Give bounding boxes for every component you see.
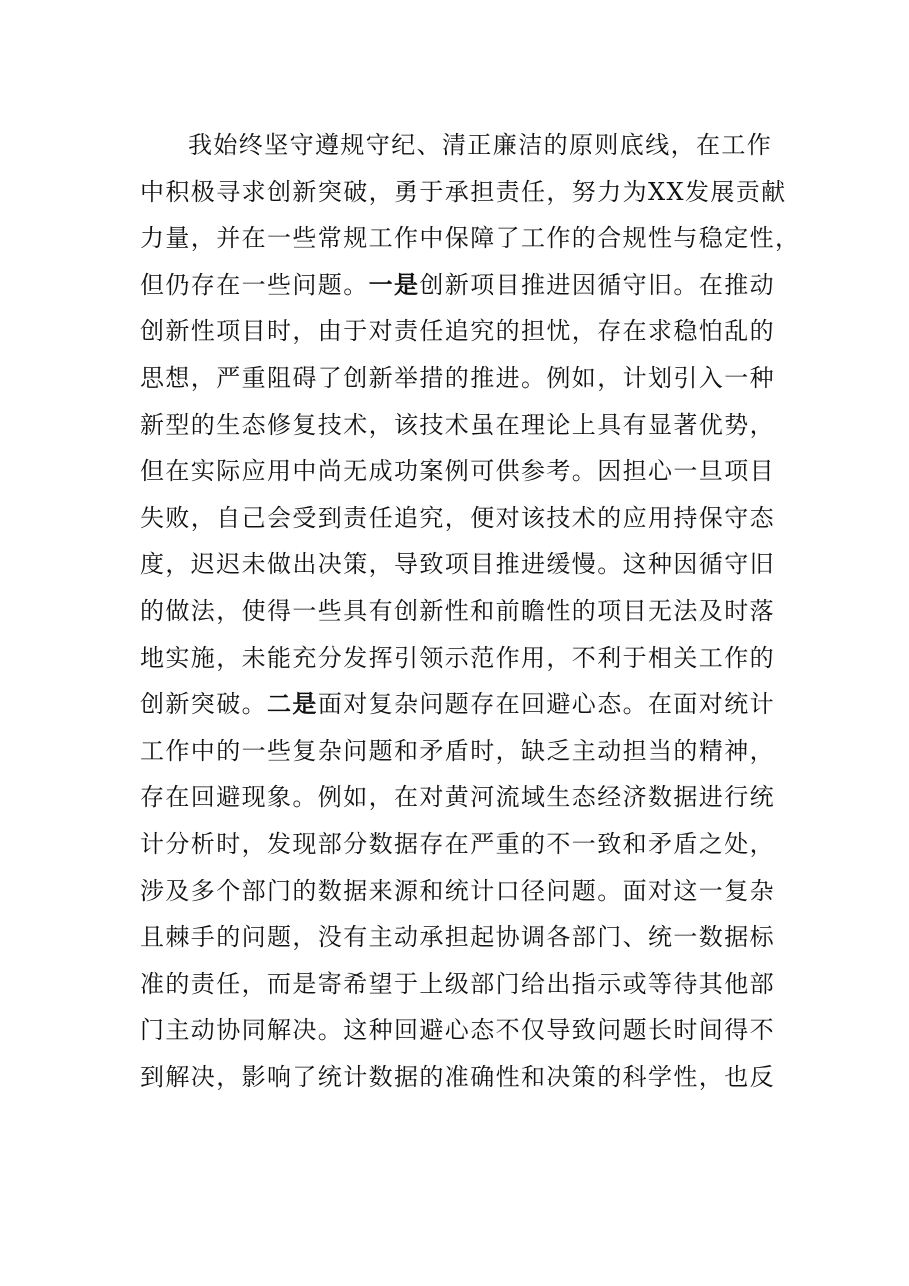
text-run: 工作中的一些复杂问题和矛盾时，缺乏主动担当的精神，	[140, 736, 775, 765]
text-run: 但仍存在一些问题。	[140, 270, 369, 299]
text-run: 新型的生态修复技术，该技术虽在理论上具有显著优势，	[140, 410, 775, 439]
text-line	[140, 588, 780, 635]
text-line	[140, 914, 780, 961]
text-run: 思想，严重阻碍了创新举措的推进。例如，计划引入一种	[140, 363, 775, 392]
text-run: 失败，自己会受到责任追究，便对该技术的应用持保守态	[140, 503, 775, 532]
text-run: 涉及多个部门的数据来源和统计口径问题。面对这一复杂	[140, 876, 775, 905]
text-line	[140, 541, 780, 588]
emphasis-marker: 二是	[267, 690, 318, 719]
text-run: 的做法，使得一些具有创新性和前瞻性的项目无法及时落	[140, 596, 775, 625]
text-line	[140, 448, 780, 495]
text-line	[140, 635, 780, 682]
text-line	[140, 821, 780, 868]
text-line	[140, 868, 780, 915]
text-run: 力量，并在一些常规工作中保障了工作的合规性与稳定性，	[140, 224, 801, 253]
text-run: 准的责任，而是寄希望于上级部门给出指示或等待其他部	[140, 969, 775, 998]
text-line	[140, 774, 780, 821]
text-run: 度，迟迟未做出决策，导致项目推进缓慢。这种因循守旧	[140, 550, 775, 579]
text-run: 但在实际应用中尚无成功案例可供参考。因担心一旦项目	[140, 457, 775, 486]
text-line	[140, 402, 780, 449]
text-run: 到解决，影响了统计数据的准确性和决策的科学性，也反	[140, 1062, 775, 1091]
text-line	[140, 169, 787, 216]
text-run: 创新性项目时，由于对责任追究的担忧，存在求稳怕乱的	[140, 317, 775, 346]
text-run: 存在回避现象。例如，在对黄河流域生态经济数据进行统	[140, 783, 775, 812]
text-run: 计分析时，发现部分数据存在严重的不一致和矛盾之处，	[140, 829, 775, 858]
text-line	[140, 122, 780, 169]
text-line	[140, 262, 780, 309]
text-line	[140, 961, 780, 1008]
text-line	[140, 1007, 780, 1054]
text-run: 我始终坚守遵规守纪、清正廉洁的原则底线，在工作	[188, 131, 773, 159]
text-line	[140, 495, 780, 542]
text-run: 创新突破。	[140, 690, 267, 719]
text-run: 且棘手的问题，没有主动承担起协调各部门、统一数据标	[140, 923, 775, 952]
text-line	[140, 728, 780, 775]
text-line	[140, 355, 780, 402]
text-line	[140, 215, 801, 262]
text-run: 门主动协同解决。这种回避心态不仅导致问题长时间得不	[140, 1016, 775, 1045]
text-run: 面对复杂问题存在回避心态。在面对统计	[317, 690, 776, 719]
text-run: 地实施，未能充分发挥引领示范作用，不利于相关工作的	[140, 643, 775, 672]
text-line	[140, 308, 780, 355]
text-line	[140, 1054, 780, 1101]
text-run: 中积极寻求创新突破，勇于承担责任，努力为XX发展贡献	[140, 177, 787, 206]
body-paragraph	[140, 122, 801, 1100]
text-line	[140, 681, 780, 728]
text-run: 创新项目推进因循守旧。在推动	[419, 270, 776, 299]
emphasis-marker: 一是	[368, 270, 420, 299]
